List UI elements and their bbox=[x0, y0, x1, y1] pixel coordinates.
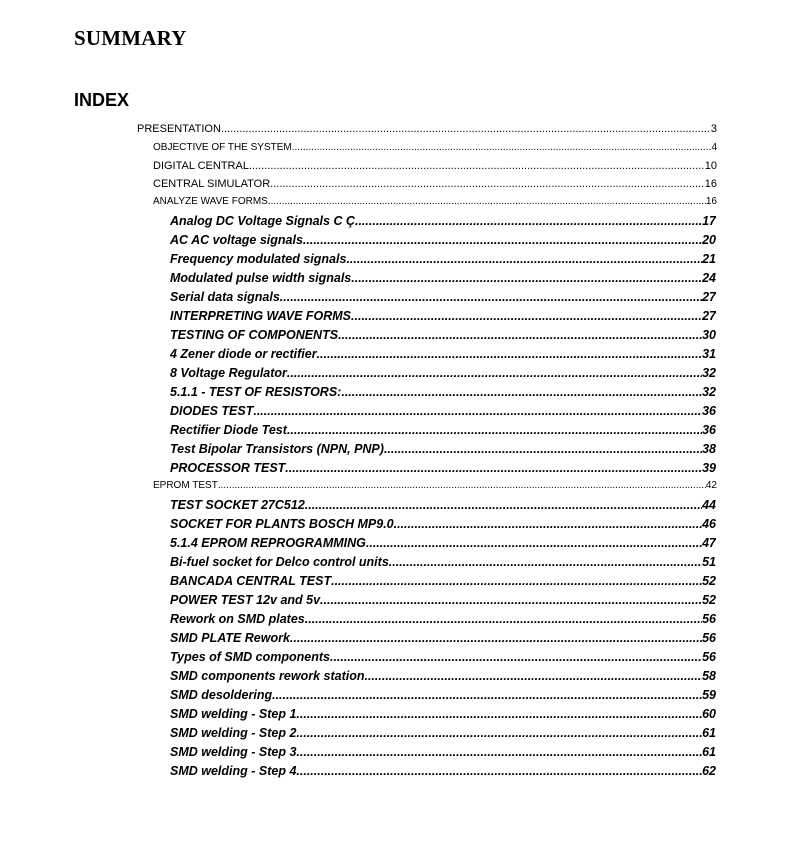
toc-entry[interactable] bbox=[170, 233, 716, 249]
leader-dots bbox=[305, 498, 702, 512]
leader-dots bbox=[296, 707, 702, 721]
leader-dots bbox=[305, 612, 702, 626]
leader-dots bbox=[338, 328, 702, 342]
toc-entry-label: TEST SOCKET 27C512 bbox=[170, 498, 305, 512]
toc-entry-label: ANALYZE WAVE FORMS bbox=[153, 196, 268, 207]
toc-entry-page: 38 bbox=[702, 442, 716, 456]
toc-entry-page: 30 bbox=[702, 328, 716, 342]
toc-entry[interactable] bbox=[170, 631, 716, 647]
toc-entry[interactable] bbox=[170, 517, 716, 533]
leader-dots bbox=[287, 423, 702, 437]
toc-entry-label: SMD welding - Step 4 bbox=[170, 764, 297, 778]
toc-entry-label: SMD welding - Step 2 bbox=[170, 726, 297, 740]
toc-entry[interactable] bbox=[170, 593, 716, 609]
toc-entry-label: Modulated pulse width signals bbox=[170, 271, 352, 285]
toc-entry-page: 31 bbox=[702, 347, 716, 361]
toc-entry[interactable] bbox=[170, 461, 716, 477]
toc-entry-label: BANCADA CENTRAL TEST bbox=[170, 574, 332, 588]
leader-dots bbox=[341, 385, 702, 399]
toc-entry[interactable] bbox=[170, 574, 716, 590]
toc-entry-label: SMD components rework station bbox=[170, 669, 365, 683]
leader-dots bbox=[287, 366, 702, 380]
toc-entry[interactable] bbox=[170, 707, 716, 723]
toc-entry-page: 61 bbox=[702, 745, 716, 759]
toc-entry-label: Types of SMD components bbox=[170, 650, 330, 664]
toc-entry[interactable] bbox=[170, 252, 716, 268]
toc-entry[interactable] bbox=[170, 347, 716, 363]
toc-entry-page: 52 bbox=[702, 593, 716, 607]
toc-entry[interactable] bbox=[170, 764, 716, 780]
toc-entry-label: 4 Zener diode or rectifier bbox=[170, 347, 317, 361]
toc-entry-page: 42 bbox=[705, 480, 717, 491]
toc-entry-label: DIGITAL CENTRAL bbox=[153, 160, 249, 172]
toc-entry-label: SOCKET FOR PLANTS BOSCH MP9.0 bbox=[170, 517, 394, 531]
toc-entry-label: 8 Voltage Regulator bbox=[170, 366, 287, 380]
toc-entry-page: 27 bbox=[702, 290, 716, 304]
leader-dots bbox=[330, 650, 702, 664]
toc-entry-label: POWER TEST 12v and 5v bbox=[170, 593, 321, 607]
toc-entry[interactable] bbox=[153, 142, 717, 158]
toc-entry-page: 4 bbox=[711, 142, 717, 153]
leader-dots bbox=[296, 764, 702, 778]
toc-entry[interactable] bbox=[153, 196, 717, 212]
toc-entry-page: 60 bbox=[702, 707, 716, 721]
toc-entry-label: SMD PLATE Rework bbox=[170, 631, 290, 645]
leader-dots bbox=[351, 271, 702, 285]
toc-entry[interactable] bbox=[170, 404, 716, 420]
toc-entry-label: Bi-fuel socket for Delco control units bbox=[170, 555, 389, 569]
toc-entry-page: 61 bbox=[702, 726, 716, 740]
toc-entry-page: 21 bbox=[702, 252, 716, 266]
toc-entry-label: Frequency modulated signals bbox=[170, 252, 347, 266]
toc-entry[interactable] bbox=[170, 745, 716, 761]
toc-entry[interactable] bbox=[170, 385, 716, 401]
summary-title: SUMMARY bbox=[74, 26, 187, 50]
toc-entry-label: 5.1.4 EPROM REPROGRAMMING bbox=[170, 536, 366, 550]
toc-entry-page: 3 bbox=[710, 123, 717, 135]
toc-entry-page: 16 bbox=[704, 178, 717, 190]
leader-dots bbox=[268, 196, 706, 207]
toc-entry-label: Analog DC Voltage Signals C Ç bbox=[170, 214, 355, 228]
toc-entry-page: 59 bbox=[702, 688, 716, 702]
toc-entry[interactable] bbox=[170, 498, 716, 514]
toc-entry-label: PROCESSOR TEST bbox=[170, 461, 286, 475]
toc-entry[interactable] bbox=[170, 423, 716, 439]
toc-entry[interactable] bbox=[170, 442, 716, 458]
toc-entry[interactable] bbox=[170, 612, 716, 628]
toc-entry[interactable] bbox=[153, 178, 717, 194]
toc-entry[interactable] bbox=[170, 726, 716, 742]
toc-entry[interactable] bbox=[153, 480, 717, 496]
leader-dots bbox=[218, 480, 706, 491]
leader-dots bbox=[270, 178, 705, 190]
toc-entry-page: 56 bbox=[702, 612, 716, 626]
toc-entry[interactable] bbox=[170, 271, 716, 287]
toc-entry-page: 39 bbox=[702, 461, 716, 475]
toc-entry[interactable] bbox=[170, 366, 716, 382]
toc-entry-page: 56 bbox=[702, 631, 716, 645]
leader-dots bbox=[303, 233, 702, 247]
toc-entry-page: 62 bbox=[702, 764, 716, 778]
toc-entry-page: 46 bbox=[702, 517, 716, 531]
toc-entry-label: Rectifier Diode Test bbox=[170, 423, 287, 437]
toc-entry-label: SMD desoldering bbox=[170, 688, 273, 702]
index-title: INDEX bbox=[74, 90, 130, 110]
leader-dots bbox=[366, 536, 702, 550]
toc-entry-page: 32 bbox=[702, 385, 716, 399]
leader-dots bbox=[351, 309, 702, 323]
toc-entry-label: Test Bipolar Transistors (NPN, PNP) bbox=[170, 442, 384, 456]
toc-entry-page: 52 bbox=[702, 574, 716, 588]
leader-dots bbox=[290, 631, 702, 645]
toc-entry-page: 36 bbox=[702, 404, 716, 418]
toc-entry-label: OBJECTIVE OF THE SYSTEM bbox=[153, 142, 292, 153]
toc-entry[interactable] bbox=[170, 328, 716, 344]
toc-entry[interactable] bbox=[170, 688, 716, 704]
toc-entry[interactable] bbox=[170, 290, 716, 306]
leader-dots bbox=[317, 347, 703, 361]
toc-entry-label: INTERPRETING WAVE FORMS bbox=[170, 309, 352, 323]
toc-entry-label: CENTRAL SIMULATOR bbox=[153, 178, 271, 190]
toc-entry-page: 44 bbox=[702, 498, 716, 512]
toc-entry-label: Rework on SMD plates bbox=[170, 612, 305, 626]
toc-entry-label: 5.1.1 - TEST OF RESISTORS: bbox=[170, 385, 342, 399]
toc-entry-label: SMD welding - Step 3 bbox=[170, 745, 297, 759]
toc-entry[interactable] bbox=[137, 123, 717, 139]
leader-dots bbox=[296, 726, 702, 740]
leader-dots bbox=[221, 123, 711, 135]
toc-entry[interactable] bbox=[170, 555, 716, 571]
toc-entry-page: 24 bbox=[702, 271, 716, 285]
toc-entry[interactable] bbox=[153, 160, 717, 176]
toc-entry-page: 36 bbox=[702, 423, 716, 437]
leader-dots bbox=[272, 688, 702, 702]
toc-entry-page: 20 bbox=[702, 233, 716, 247]
leader-dots bbox=[320, 593, 702, 607]
leader-dots bbox=[384, 442, 702, 456]
leader-dots bbox=[355, 214, 702, 228]
toc-entry-page: 32 bbox=[702, 366, 716, 380]
toc-entry[interactable] bbox=[170, 309, 716, 325]
leader-dots bbox=[253, 404, 702, 418]
toc-entry-page: 56 bbox=[702, 650, 716, 664]
toc-entry-label: Serial data signals bbox=[170, 290, 280, 304]
toc-entry-label: DIODES TEST bbox=[170, 404, 254, 418]
leader-dots bbox=[296, 745, 702, 759]
leader-dots bbox=[364, 669, 702, 683]
toc-entry-label: TESTING OF COMPONENTS bbox=[170, 328, 339, 342]
leader-dots bbox=[394, 517, 702, 531]
leader-dots bbox=[292, 142, 712, 153]
toc-entry-label: PRESENTATION bbox=[137, 123, 221, 135]
toc-entry[interactable] bbox=[170, 214, 716, 230]
toc-entry-page: 58 bbox=[702, 669, 716, 683]
toc-entry-label: EPROM TEST bbox=[153, 480, 218, 491]
leader-dots bbox=[346, 252, 702, 266]
toc-entry[interactable] bbox=[170, 669, 716, 685]
toc-entry-label: AC AC voltage signals bbox=[170, 233, 303, 247]
leader-dots bbox=[249, 160, 705, 172]
toc-entry-page: 17 bbox=[702, 214, 716, 228]
toc-entry-label: SMD welding - Step 1 bbox=[170, 707, 297, 721]
toc-entry-page: 16 bbox=[705, 196, 717, 207]
leader-dots bbox=[285, 461, 702, 475]
toc-entry-page: 10 bbox=[704, 160, 717, 172]
leader-dots bbox=[331, 574, 702, 588]
toc-entry-page: 27 bbox=[702, 309, 716, 323]
leader-dots bbox=[280, 290, 702, 304]
toc-entry[interactable] bbox=[170, 536, 716, 552]
leader-dots bbox=[389, 555, 702, 569]
toc-entry[interactable] bbox=[170, 650, 716, 666]
toc-entry-page: 47 bbox=[702, 536, 716, 550]
toc-entry-page: 51 bbox=[702, 555, 716, 569]
